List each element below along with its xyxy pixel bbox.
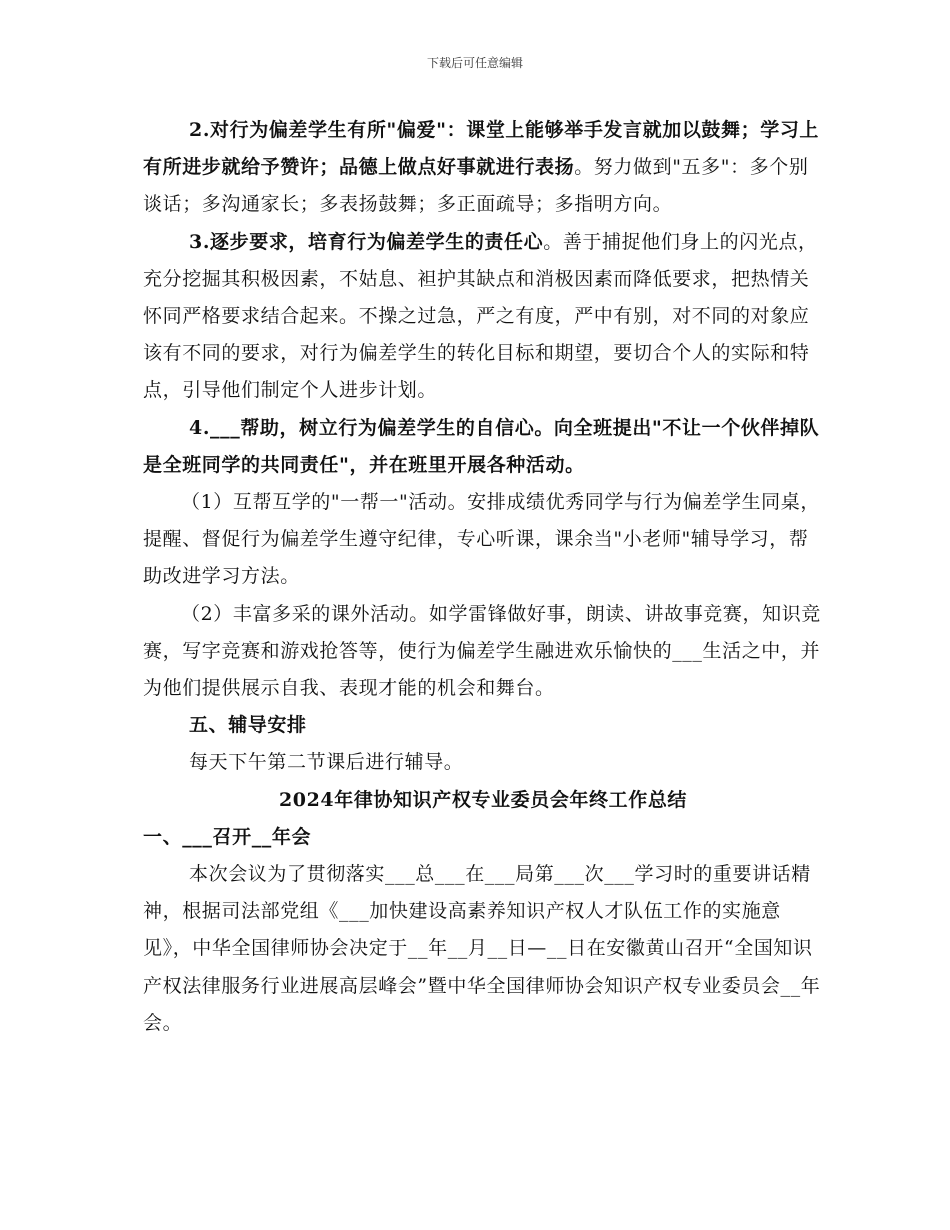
paragraph-partiality [143, 112, 823, 224]
document-title: 2024年律协知识产权专业委员会年终工作总结 [278, 788, 688, 811]
document-body [143, 112, 823, 1042]
section-heading-arrangement: 五、辅导安排 [189, 714, 307, 737]
paragraph-lead-bold: 3.逐步要求，培育行为偏差学生的责任心 [189, 230, 544, 253]
section-heading-annual-meeting: 一、___召开__年会 [143, 825, 312, 848]
paragraph-lead-bold: 2.对行为偏差学生有所"偏爱"：课堂上能够举手发言就加以鼓舞；学习上有所进步就给予赞许；品德上做点好事就进行表扬 [143, 119, 820, 179]
paragraph-meeting-purpose: 本次会议为了贯彻落实___总___在___局第___次___学习时的重要讲话精神，根据司法部党组《___加快建设高素养知识产权人才队伍工作的实施意见》，中华全国律师协会决定于__年__月__日—__日在安徽黄山召开“全国知识产权法律服务行业进展高层峰会”暨中华全国律师协会知识产权专业委员会__年会。 [143, 863, 821, 1034]
paragraph-responsibility [143, 224, 823, 410]
paragraph-mutual-help: （1）互帮互学的"一帮一"活动。安排成绩优秀同学与行为偏差学生同桌，提醒、督促行为偏差学生遵守纪律，专心听课，课余当"小老师"辅导学习，帮助改进学习方法。 [143, 491, 820, 588]
paragraph-confidence: 4.___帮助，树立行为偏差学生的自信心。向全班提出"不让一个伙伴掉队是全班同学的共同责任"，并在班里开展各种活动。 [143, 416, 820, 476]
paragraph-activities: （2）丰富多采的课外活动。如学雷锋做好事，朗读、讲故事竞赛，知识竞赛，写字竞赛和游戏抢答等，使行为偏差学生融进欢乐愉快的___生活之中，并为他们提供展示自我、表现才能的机会和舞台。 [143, 602, 821, 700]
paragraph-schedule: 每天下午第二节课后进行辅导。 [189, 751, 464, 774]
paragraph-text: 。善于捕捉他们身上的闪光点，充分挖掘其积极因素，不姑息、袒护其缺点和消极因素而降低要求，把热情关怀同严格要求结合起来。不操之过急，严之有度，严中有别，对不同的对象应该有不同的要求，对行为偏差学生的转化目标和期望，要切合个人的实际和特点，引导他们制定个人进步计划。 [143, 230, 818, 402]
paragraph-text: 。努力做到"五多"：多个别谈话；多沟通家长；多表扬鼓舞；多正面疏导；多指明方向。 [143, 156, 809, 216]
page-header: 下载后可任意编辑 [426, 56, 523, 70]
